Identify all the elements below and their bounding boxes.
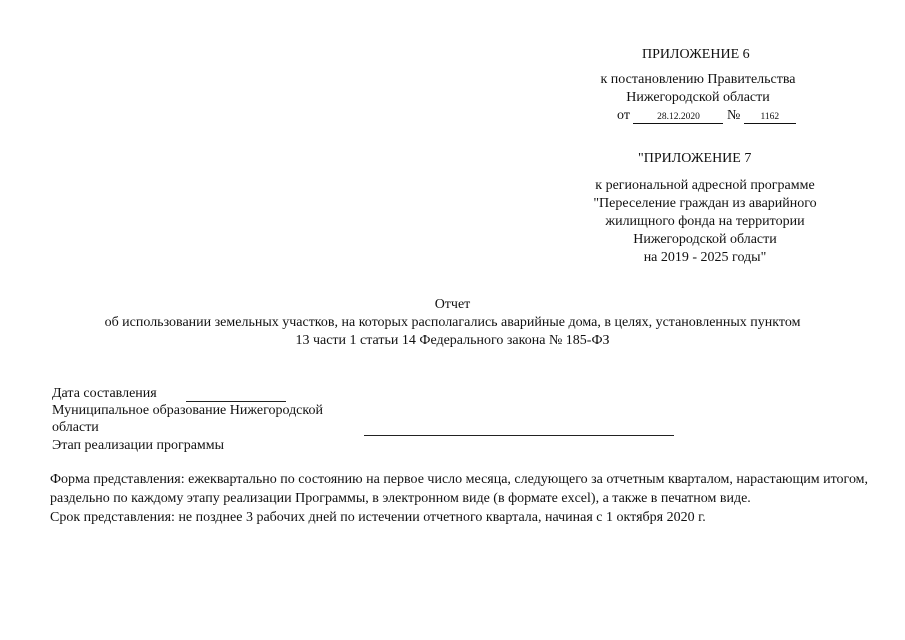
date-label: Дата составления bbox=[52, 386, 157, 401]
municipality-field-line bbox=[364, 435, 674, 436]
date-prefix: от bbox=[617, 108, 630, 123]
appendix-7-line5: на 2019 - 2025 годы" bbox=[643, 250, 767, 265]
appendix-7-line3: жилищного фонда на территории bbox=[605, 214, 805, 229]
report-title-line3: 13 части 1 статьи 14 Федерального закона № 185-ФЗ bbox=[295, 333, 610, 348]
stage-label: Этап реализации программы bbox=[52, 438, 225, 453]
appendix-7-line1: к региональной адресной программе bbox=[595, 178, 815, 193]
appendix-7-line2: "Переселение граждан из аварийного bbox=[593, 196, 817, 211]
appendix-6-title: ПРИЛОЖЕНИЕ 6 bbox=[642, 47, 750, 62]
report-title: Отчет bbox=[434, 297, 471, 312]
appendix-6-line1: к постановлению Правительства bbox=[600, 72, 796, 87]
report-title-line2: об использовании земельных участков, на которых располагались аварийные дома, в целях, установленных пунктом bbox=[104, 315, 801, 330]
number-sign: № bbox=[726, 108, 741, 123]
municipality-label-line2: области bbox=[52, 420, 99, 435]
appendix-6-line2: Нижегородской области bbox=[626, 90, 770, 105]
municipality-label: Муниципальное образование Нижегородской bbox=[52, 403, 323, 418]
resolution-number: 1162 bbox=[744, 111, 796, 124]
deadline-instructions: Срок представления: не позднее 3 рабочих дней по истечении отчетного квартала, начиная с 1 октября 2020 г. bbox=[50, 510, 706, 525]
appendix-6-date-line bbox=[617, 108, 796, 124]
appendix-7-title: "ПРИЛОЖЕНИЕ 7 bbox=[638, 151, 752, 166]
resolution-date: 28.12.2020 bbox=[633, 111, 723, 124]
appendix-7-line4: Нижегородской области bbox=[633, 232, 777, 247]
date-field-line bbox=[186, 401, 286, 402]
form-instructions: Форма представления: ежеквартально по состоянию на первое число месяца, следующего за отчетным кварталом, нарастающим итогом, раздельно по каждому этапу реализации Программы, в электронном виде (в формате excel), а также в печатном виде. bbox=[50, 472, 869, 506]
